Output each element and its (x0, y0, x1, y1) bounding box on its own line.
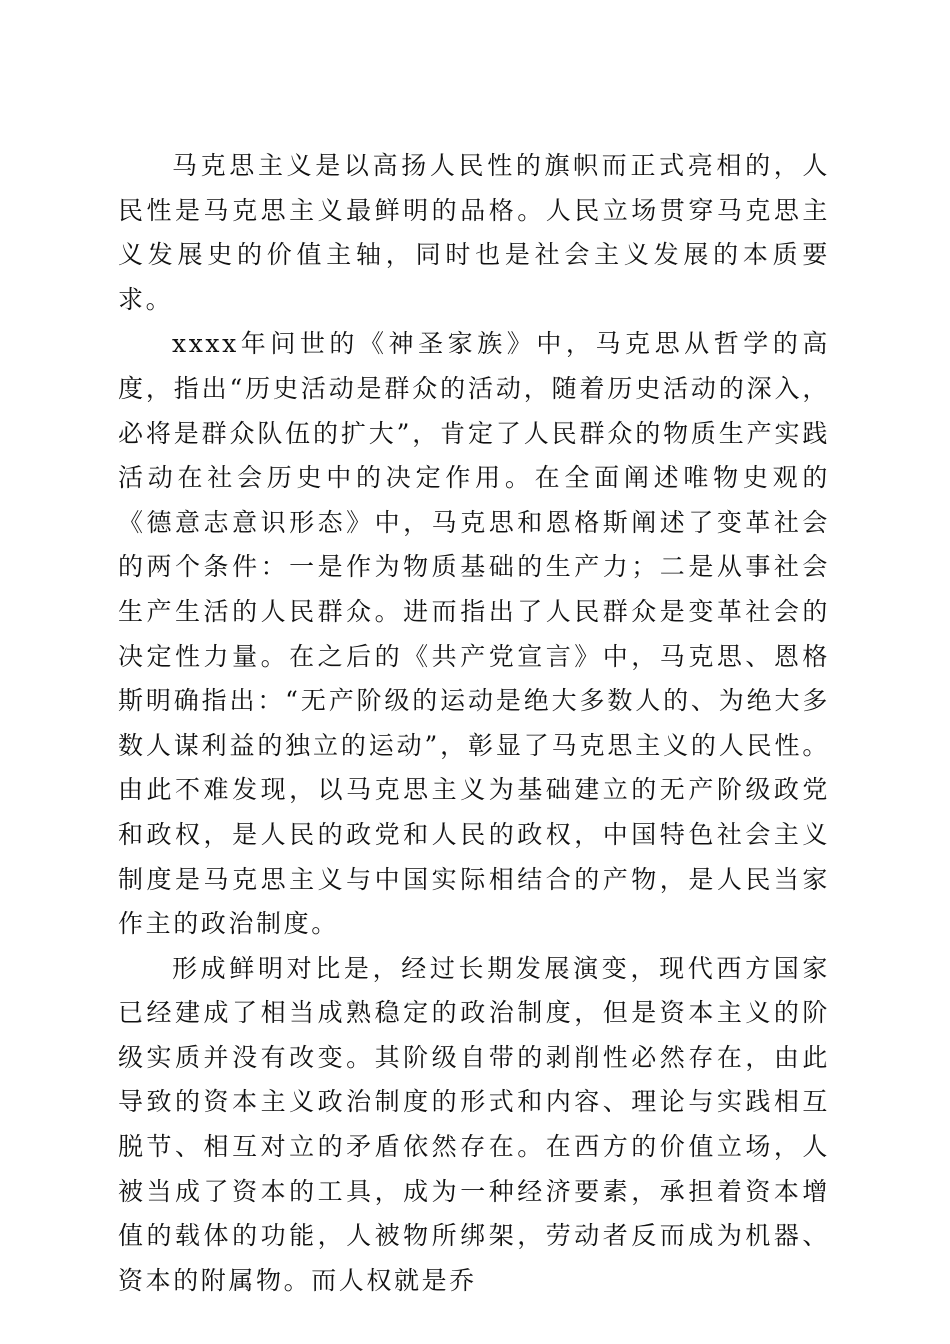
paragraph: 马克思主义是以高扬人民性的旗帜而正式亮相的，人民性是马克思主义最鲜明的品格。人民立场贯穿马克思主义发展史的价值主轴，同时也是社会主义发展的本质要求。 (118, 151, 830, 314)
body-text (118, 144, 830, 1303)
paragraph: xxxx年问世的《神圣家族》中，马克思从哲学的高度，指出“历史活动是群众的活动，随着历史活动的深入，必将是群众队伍的扩大”，肯定了人民群众的物质生产实践活动在社会历史中的决定作用。在全面阐述唯物史观的《德意志意识形态》中，马克思和恩格斯阐述了变革社会的两个条件：一是作为物质基础的生产力；二是从事社会生产生活的人民群众。进而指出了人民群众是变革社会的决定性力量。在之后的《共产党宣言》中，马克思、恩格斯明确指出：“无产阶级的运动是绝大多数人的、为绝大多数人谋利益的独立的运动”，彰显了马克思主义的人民性。由此不难发现，以马克思主义为基础建立的无产阶级政党和政权，是人民的政党和人民的政权，中国特色社会主义制度是马克思主义与中国实际相结合的产物，是人民当家作主的政治制度。 (118, 329, 830, 939)
paragraph: 形成鲜明对比是，经过长期发展演变，现代西方国家已经建成了相当成熟稳定的政治制度，但是资本主义的阶级实质并没有改变。其阶级自带的剥削性必然存在，由此导致的资本主义政治制度的形式和内容、理论与实践相互脱节、相互对立的矛盾依然存在。在西方的价值立场，人被当成了资本的工具，成为一种经济要素，承担着资本增值的载体的功能，人被物所绑架，劳动者反而成为机器、资本的附属物。而人权就是乔 (118, 953, 830, 1295)
